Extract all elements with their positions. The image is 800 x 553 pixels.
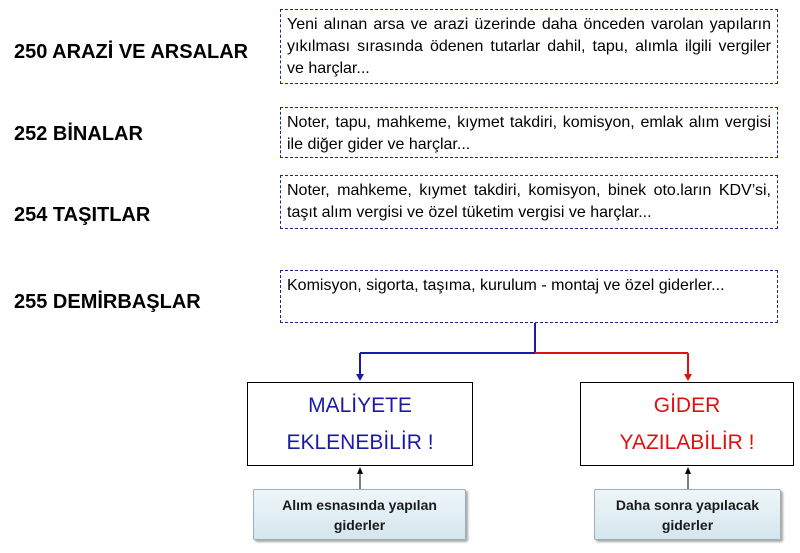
account-label-255: 255 DEMİRBAŞLAR [14,291,201,313]
account-note-250: Yeni alınan arsa ve arazi üzerinde daha önceden varolan yapıların yıkılması sırasında ödenen tutarlar dahil, tapu, alımla ilgili vergiler ve harçlar... [280,9,778,84]
account-note-254: Noter, mahkeme, kıymet takdiri, komisyon, binek oto.ların KDV’si, taşıt alım vergisi ve özel tüketim vergisi ve harçlar... [280,175,778,229]
capitalize-line-1: MALİYETE [308,394,412,417]
arrowhead-source-left-up [357,467,363,474]
expense-box [580,382,794,466]
arrowhead-left-down [356,374,364,381]
after-purchase-line-1: Daha sonra yapılacak [615,496,760,513]
account-note-252: Noter, tapu, mahkeme, kıymet takdiri, komisyon, emlak alım vergisi ile diğer gider ve harçlar... [280,107,778,158]
capitalize-line-2: EKLENEBİLİR ! [286,431,434,454]
during-purchase-line-2: giderler [333,516,386,533]
expense-line-2: YAZILABİLİR ! [619,431,755,454]
account-note-255: Komisyon, sigorta, taşıma, kurulum - montaj ve özel giderler... [280,270,778,323]
capitalize-box [247,382,473,466]
after-purchase-line-2: giderler [661,516,714,533]
during-purchase-line-1: Alım esnasında yapılan [282,496,437,513]
after-purchase-costs-box [594,489,781,540]
arrowhead-right-down [684,374,692,381]
expense-line-1: GİDER [653,394,721,417]
account-label-250: 250 ARAZİ VE ARSALAR [14,41,249,63]
account-label-252: 252 BİNALAR [14,123,143,145]
during-purchase-costs-box [253,489,466,540]
account-label-254: 254 TAŞITLAR [14,204,151,226]
arrowhead-source-right-up [685,467,691,474]
